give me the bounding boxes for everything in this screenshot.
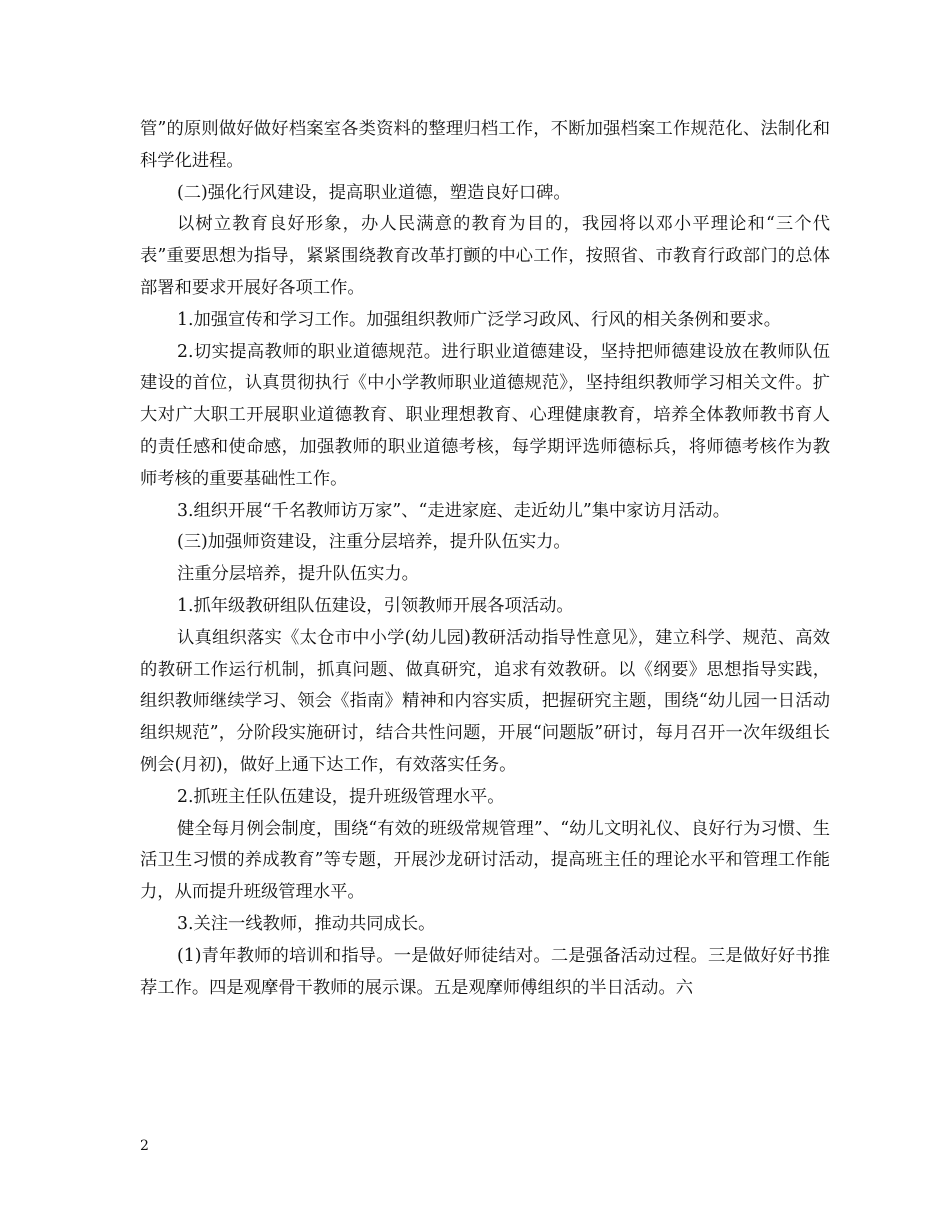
paragraph-4: 1.加强宣传和学习工作。加强组织教师广泛学习政风、行风的相关条例和要求。 [177,309,782,330]
paragraph-13: 3.关注一线教师，推动共同成长。 [177,913,436,934]
page-number: 2 [140,1138,149,1154]
paragraph-7: (三)加强师资建设，注重分层培养，提升队伍实力。 [177,532,571,553]
paragraph-14: (1)青年教师的培训和指导。一是做好师徒结对。二是强备活动过程。三是做好好书推荐工作。四是观摩骨干教师的展示课。五是观摩师傅组织的半日活动。六 [140,945,830,998]
paragraph-10: 认真组织落实《太仓市中小学(幼儿园)教研活动指导性意见》，建立科学、规范、高效的教研工作运行机制，抓真问题、做真研究，追求有效教研。以《纲要》思想指导实践，组织教师继续学习、领会《指南》精神和内容实质，把握研究主题，围绕“幼儿园一日活动组织规范”，分阶段实施研讨，结合共性问题，开展“问题版”研讨，每月召开一次年级组长例会(月初)，做好上通下达工作，有效落实任务。 [140,627,830,775]
paragraph-12: 健全每月例会制度，围绕“有效的班级常规管理”、“幼儿文明礼仪、良好行为习惯、生活卫生习惯的养成教育”等专题，开展沙龙研讨活动，提高班主任的理论水平和管理工作能力，从而提升班级管理水平。 [140,818,830,903]
document-body [140,114,830,1004]
paragraph-5: 2.切实提高教师的职业道德规范。进行职业道德建设，坚持把师德建设放在教师队伍建设的首位，认真贯彻执行《中小学教师职业道德规范》，坚持组织教师学习相关文件。扩大对广大职工开展职业道德教育、职业理想教育、心理健康教育，培养全体教师教书育人的责任感和使命感，加强教师的职业道德考核，每学期评选师德标兵，将师德考核作为教师考核的重要基础性工作。 [140,341,830,489]
paragraph-8: 注重分层培养，提升队伍实力。 [177,564,419,585]
paragraph-6: 3.组织开展“千名教师访万家”、“走进家庭、走近幼儿”集中家访月活动。 [177,500,730,521]
paragraph-11: 2.抓班主任队伍建设，提升班级管理水平。 [177,786,505,807]
paragraph-9: 1.抓年级教研组队伍建设，引领教师开展各项活动。 [177,595,574,616]
paragraph-1: 管”的原则做好做好档案室各类资料的整理归档工作，不断加强档案工作规范化、法制化和科学化进程。 [140,119,830,171]
paragraph-2: (二)强化行风建设，提高职业道德，塑造良好口碑。 [177,182,571,203]
paragraph-3: 以树立教育良好形象，办人民满意的教育为目的，我园将以邓小平理论和“三个代表”重要思想为指导，紧紧围绕教育改革打颤的中心工作，按照省、市教育行政部门的总体部署和要求开展好各项工作。 [140,214,830,298]
